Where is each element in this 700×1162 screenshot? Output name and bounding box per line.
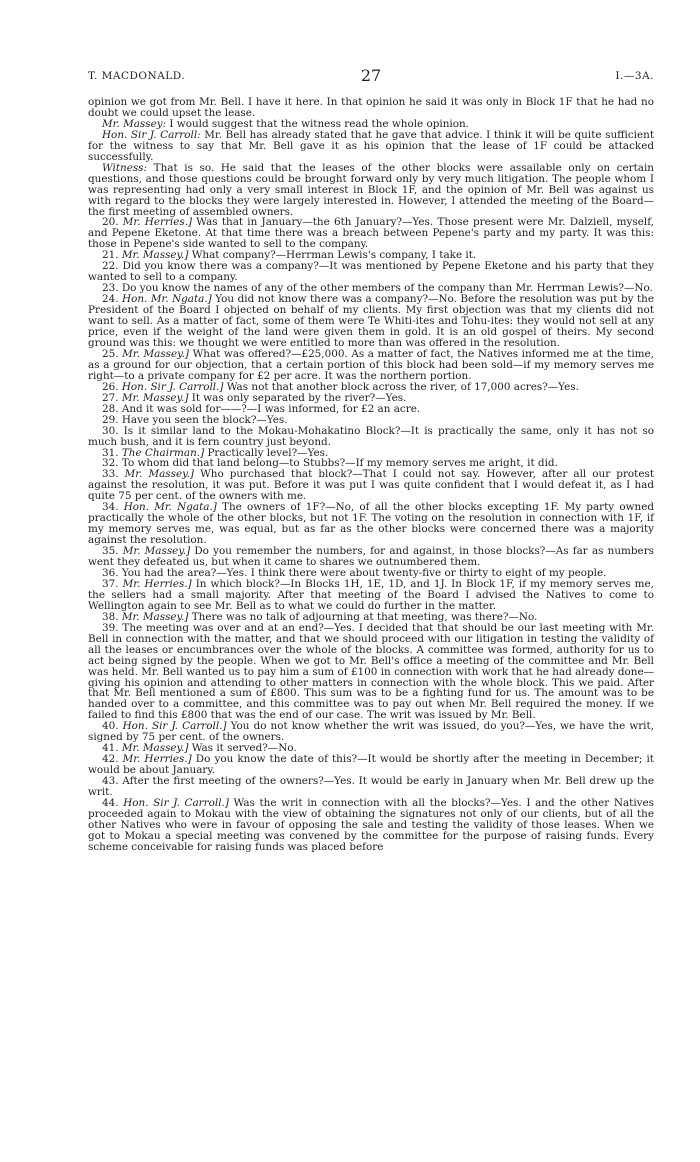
question-number: 35. [102,545,123,558]
paragraph-text: Mr. Bell has already stated that he gave that advice. I think it will be quite sufficient for the witness to say that Mr. Bell gave it as his opinion that the lease of 1F could be attacked successfully. [88,128,654,163]
paragraph [88,579,654,612]
paragraph-text: Was not that another block across the river, of 17,000 acres?—Yes. [223,380,579,393]
paragraph [88,776,654,798]
paragraph [88,97,654,119]
paragraph-text: Who purchased that block?—That I could not say. However, after all our protest against the resolution, it was put. Before it was put I was quite confident that I would defeat it, as I had quite 75 per cent. of the owners with me. [88,468,655,503]
speaker: Witness: [102,161,148,174]
speaker: The Chairman.] [121,446,205,459]
paragraph-text: Do you know the date of this?—It would be shortly after the meeting in December; it would be about January. [88,753,654,777]
speaker: Mr. Massey.] [122,347,189,360]
speaker: Hon. Sir J. Carroll: [102,128,201,141]
speaker: Mr. Herries.] [122,753,192,766]
question-number: 42. [102,753,123,766]
question-number: 24. [102,293,123,306]
paragraph-text: You did not know there was a company?—No. Before the resolution was put by the President of the Board I objected on behalf of my clients. My first objection was that my clients did not want to sell. As a matter of fact, some of them were Te Whiti-ites and Tohu-ites: they would not sell at any price, even if the weight of the land were given them in gold. It is an old gospel of theirs. My second ground was this: we thought we were entitled to more than was offered in the resolution. [88,293,654,349]
speaker: Mr. Herries.] [122,577,192,590]
paragraph-text: opinion we got from Mr. Bell. I have it here. In that opinion he said it was only in Block 1F that he had no doubt we could upset the lease. [88,96,654,119]
question-number: 25. [102,347,123,360]
question-number: 26. [102,380,122,393]
paragraph [88,754,654,776]
question-number: 32. [102,457,122,470]
question-number: 36. [102,566,122,579]
paragraph-text: To whom did that land belong—to Stubbs?—If my memory serves me aright, it did. [121,457,558,470]
paragraph-text: Was that in January—the 6th January?—Yes. Those present were Mr. Dalziell, myself, and Pepene Eketone. At that time there was a breach between Pepene's party and my party. It was this: those in Pepene's side wanted to sell to the company. [88,216,654,251]
speaker: Mr. Massey.] [122,545,191,558]
paragraph-text: It was only separated by the river?—Yes. [188,391,407,404]
question-number: 37. [102,577,123,590]
speaker: Mr. Herries.] [122,216,193,229]
question-number: 20. [102,216,123,229]
question-number: 44. [102,797,124,809]
question-number: 39. [102,621,123,634]
paragraph-text: You had the area?—Yes. I think there were about twenty-five or thirty to eight of my people. [121,566,607,579]
question-number: 29. [102,413,122,426]
question-number: 33. [102,468,125,481]
paragraph-text: Have you seen the block?—Yes. [121,413,288,426]
paragraph-text: In which block?—In Blocks 1H, 1E, 1D, and 1J. In Block 1F, if my memory serves me, the sellers had a small majority. After that meeting of the Board I advised the Natives to come to Wellington again to see Mr. Bell as to what we could do further in the matter. [88,577,654,612]
paragraph [88,426,654,448]
header-witness-name: T. MACDONALD. [88,70,186,82]
paragraph-text: Was the writ in connection with all the blocks?—Yes. I and the other Natives proceeded again to Mokau with the view of obtaining the signatures not only of our clients, but of all the other Natives who were in favour of opposing the sale and testing the validity of those leases. When we got to Mokau a special meeting was convened by the committee for the purpose of raising funds. Every scheme conceivable for raising funds was placed before [88,797,655,853]
paragraph-text: What was offered?—£25,000. As a matter of fact, the Natives informed me at the time, as a ground for our objection, that a certain portion of this block had been sold—if my memory serves me right—to a private company for £2 per acre. It was the northern portion. [88,347,654,382]
paragraph-text: Do you remember the numbers, for and against, in those blocks?—As far as numbers went they defeated us, but when it came to shares we outnumbered them. [88,545,654,569]
paragraph [88,502,654,546]
speaker: Mr. Massey.] [121,742,189,755]
speaker: Mr. Massey.] [124,468,194,481]
paragraph [88,623,654,722]
speaker: Hon. Sir J. Carroll.] [122,720,227,733]
speaker: Mr. Massey.] [121,610,189,623]
paragraph [88,261,654,283]
paragraph [88,163,654,218]
question-number: 43. [102,775,123,788]
paragraph-text: You do not know whether the writ was issued, do you?—Yes, we have the writ, signed by 75 per cent. of the owners. [88,720,654,744]
question-number: 40. [102,720,123,733]
speaker: Hon. Mr. Ngata.] [123,501,217,514]
paragraph-text: Was it served?—No. [188,742,297,755]
paragraph-text: That is so. He said that the leases of the other blocks were assailable only on certain questions, and those questions could be brought forward only by very much litigation. The people whom I was representing had only a very small interest in Block 1F, and the opinion of Mr. Bell was against us with regard to the blocks they were largely interested in. However, I attended the meeting of the Board—the first meeting of assembled owners. [88,161,654,218]
paragraph [88,721,654,743]
question-number: 41. [102,742,122,755]
paragraph-text: After the first meeting of the owners?—Yes. It would be early in January when Mr. Bell drew up the writ. [88,775,654,799]
speaker: Hon. Sir J. Carroll.] [123,797,229,809]
page-header [88,66,654,86]
speaker: Hon. Mr. Ngata.] [122,293,212,306]
question-number: 23. [102,282,122,295]
speaker: Hon. Sir J. Carroll.] [121,380,224,393]
paragraph [88,798,654,853]
question-number: 27. [102,391,122,404]
paragraph [88,217,654,250]
document-reference: I.—3A. [615,70,654,82]
paragraph-text: And it was sold for——?—I was informed, for £2 an acre. [121,402,421,415]
paragraph-text: Practically level?—Yes. [204,446,329,459]
question-number: 31. [102,446,122,459]
speaker: Mr. Massey.] [121,391,189,404]
speaker: Mr. Massey: [102,117,167,130]
paragraph-text: I would suggest that the witness read the whole opinion. [166,117,469,130]
paragraph [88,469,654,502]
paragraph-text: What company?—Herrman Lewis's company, I take it. [188,249,477,262]
page-number: 27 [360,66,382,85]
question-number: 21. [102,249,122,262]
question-number: 28. [102,402,122,415]
paragraph-text: Is it similar land to the Mokau-Mohakatino Block?—It is practically the same, only it has not so much bush, and it is fern country just beyond. [88,424,655,448]
paragraph-text: Do you know the names of any of the other members of the company than Mr. Herrman Lewis?—No. [121,282,653,295]
paragraph [88,349,654,382]
question-number: 30. [102,424,124,437]
paragraph [88,130,654,163]
paragraph-text: Did you know there was a company?—It was mentioned by Pepene Eketone and his party that they wanted to sell to a company. [88,260,654,284]
paragraph [88,294,654,349]
question-number: 38. [102,610,122,623]
paragraph-text: The owners of 1F?—No, of all the other blocks excepting 1F. My party owned practically the whole of the other blocks, but not 1F. The voting on the resolution in connection with 1F, if my memory serves me, was equal, but as far as the other blocks were concerned there was a majority against the resolution. [88,501,654,547]
question-number: 22. [102,260,123,273]
paragraph [88,546,654,568]
paragraph-text: The meeting was over and at an end?—Yes. I decided that that should be our last meeting with Mr. Bell in connection with the matter, and that we should proceed with our litigation in testing the validity of all the leases or encumbrances over the whole of the blocks. A committee was formed, authority for us to act being signed by the people. When we got to Mr. Bell's office a meeting of the committee and Mr. Bell was held. Mr. Bell wanted us to pay him a sum of £100 in connection with work that he had already done—giving his opinion and attending to other matters in connection with the whole block. This we paid. After that Mr. Bell mentioned a sum of £800. This sum was to be a fighting fund for us. The amount was to be handed over to a committee, and this committee was to pay out when Mr. Bell required the money. If we failed to find this £800 that was the end of our case. The writ was issued by Mr. Bell. [88,621,654,722]
document-body [88,97,654,853]
paragraph-text: There was no talk of adjourning at that meeting, was there?—No. [188,610,538,623]
speaker: Mr. Massey.] [121,249,189,262]
question-number: 34. [102,501,124,514]
